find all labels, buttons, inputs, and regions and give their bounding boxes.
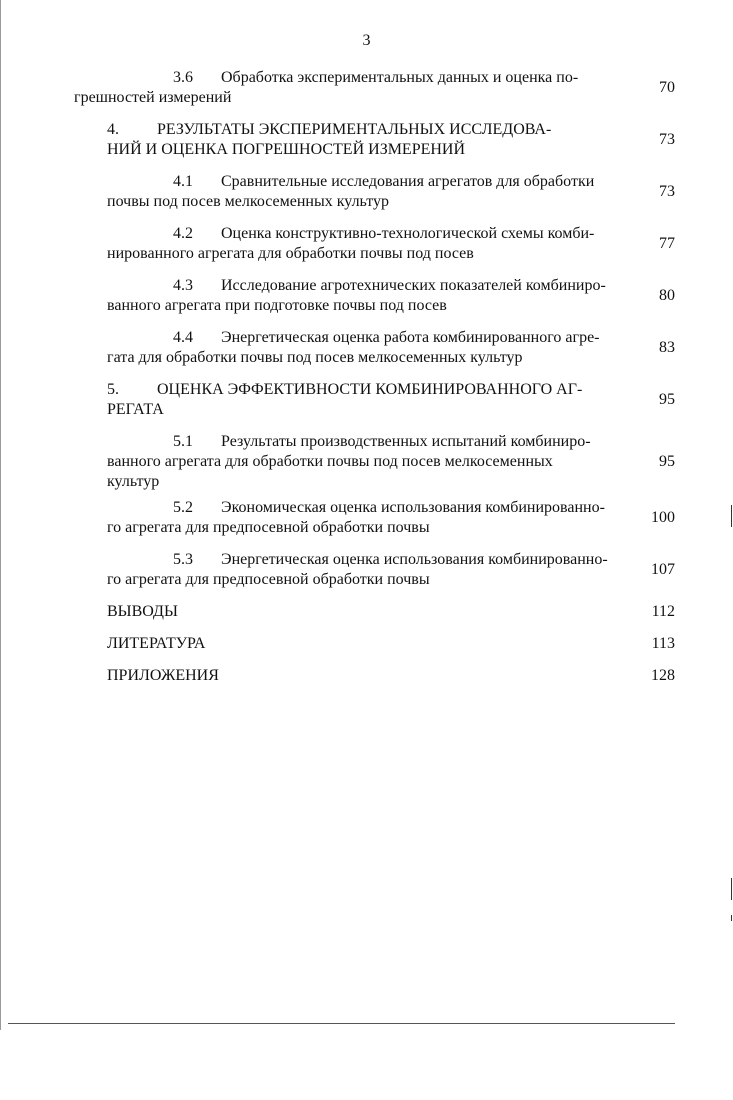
toc-entry-text	[107, 172, 613, 212]
page-number: 3	[362, 32, 371, 49]
entry-title-line3: культур	[107, 473, 160, 490]
bottom-rule	[8, 1023, 675, 1024]
toc-entry-5-2[interactable]	[107, 498, 675, 538]
toc-entry-3-6[interactable]	[74, 68, 675, 108]
entry-title-line2: нированного агрегата для обработки почвы под посев	[107, 245, 474, 262]
section-number: 4.2	[173, 225, 193, 242]
entry-title-line1: Энергетическая оценка использования комбинированно-	[221, 551, 608, 568]
toc-entry-literature[interactable]	[107, 634, 675, 654]
page-left-edge	[0, 0, 1, 1030]
page-ref: 128	[651, 667, 675, 684]
page-ref: 73	[659, 131, 675, 148]
entry-title-line1: Сравнительные исследования агрегатов для обработки	[221, 173, 595, 190]
toc-entry-4-1[interactable]	[107, 172, 675, 212]
toc-entry-text	[107, 224, 613, 264]
toc-entry-text	[107, 498, 613, 538]
scan-mark	[731, 878, 732, 900]
entry-title: ЛИТЕРАТУРА	[107, 635, 206, 652]
scan-mark	[731, 505, 732, 527]
section-number: 5.1	[173, 433, 193, 450]
entry-title-line1: ОЦЕНКА ЭФФЕКТИВНОСТИ КОМБИНИРОВАННОГО АГ-	[157, 381, 583, 398]
entry-title-line2: грешностей измерений	[74, 89, 232, 106]
section-number: 4.3	[173, 277, 193, 294]
entry-title-line2: НИЙ И ОЦЕНКА ПОГРЕШНОСТЕЙ ИЗМЕРЕНИЙ	[107, 141, 466, 158]
entry-title-line2: РЕГАТА	[107, 401, 164, 418]
entry-title-line1: РЕЗУЛЬТАТЫ ЭКСПЕРИМЕНТАЛЬНЫХ ИССЛЕДОВА-	[157, 121, 552, 138]
toc-entry-text	[107, 328, 613, 368]
entry-title-line2: гата для обработки почвы под посев мелкосеменных культур	[107, 349, 523, 366]
page-ref: 95	[659, 453, 675, 470]
entry-title-line1: Исследование агротехнических показателей комбиниро-	[221, 277, 606, 294]
toc-entry-4-4[interactable]	[107, 328, 675, 368]
toc-entry-text	[107, 432, 613, 492]
entry-title: ВЫВОДЫ	[107, 603, 178, 620]
entry-title: ПРИЛОЖЕНИЯ	[107, 667, 219, 684]
entry-title-line1: Оценка конструктивно-технологической схемы комби-	[221, 225, 595, 242]
entry-title-line1: Энергетическая оценка работа комбинированного агре-	[221, 329, 600, 346]
section-number: 5.2	[173, 499, 193, 516]
page-ref: 100	[651, 509, 675, 526]
toc-entry-5[interactable]	[107, 380, 675, 420]
toc-entry-4-3[interactable]	[107, 276, 675, 316]
toc-entry-text	[74, 68, 613, 108]
entry-title-line1: Экономическая оценка использования комбинированно-	[221, 499, 605, 516]
toc-entry-5-1[interactable]	[107, 432, 675, 492]
toc-entry-5-3[interactable]	[107, 550, 675, 590]
toc-entry-text	[107, 276, 613, 316]
toc-entry-text	[107, 380, 613, 420]
toc-entry-appendices[interactable]	[107, 666, 675, 686]
page-ref: 107	[651, 561, 675, 578]
entry-title-line2: го агрегата для предпосевной обработки почвы	[107, 519, 430, 536]
section-number: 3.6	[173, 69, 193, 86]
page-ref: 77	[659, 235, 675, 252]
page-ref: 73	[659, 183, 675, 200]
entry-title-line2: ванного агрегата для обработки почвы под посев мелкосеменных	[107, 453, 553, 470]
entry-title-line1: Обработка экспериментальных данных и оценка по-	[221, 69, 579, 86]
page-ref: 112	[651, 603, 675, 620]
entry-title-line2: ванного агрегата при подготовке почвы под посев	[107, 297, 447, 314]
page-ref: 70	[659, 79, 675, 96]
toc-entry-4-2[interactable]	[107, 224, 675, 264]
section-number: 5.	[107, 381, 119, 398]
page-ref: 95	[659, 391, 675, 408]
entry-title-line1: Результаты производственных испытаний комбиниро-	[221, 433, 591, 450]
toc-entry-text	[107, 120, 613, 160]
scan-mark	[731, 915, 732, 921]
section-number: 4.	[107, 121, 119, 138]
entry-title-line2: го агрегата для предпосевной обработки почвы	[107, 571, 430, 588]
section-number: 5.3	[173, 551, 193, 568]
page-ref: 113	[651, 635, 675, 652]
toc-entry-conclusions[interactable]	[107, 602, 675, 622]
toc-entry-4[interactable]	[107, 120, 675, 160]
entry-title-line2: почвы под посев мелкосеменных культур	[107, 193, 390, 210]
toc-entry-text	[107, 550, 613, 590]
page-ref: 83	[659, 339, 675, 356]
page-ref: 80	[659, 287, 675, 304]
section-number: 4.1	[173, 173, 193, 190]
section-number: 4.4	[173, 329, 193, 346]
